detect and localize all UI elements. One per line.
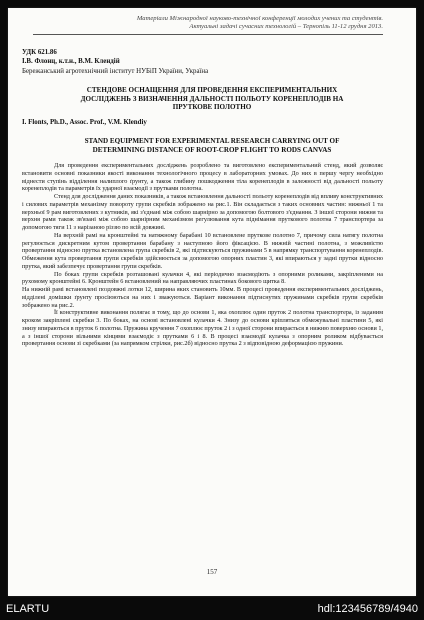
paragraph: Для проведення експериментальних досліджень розроблено та виготовлено експериментальний стенд, який дозволяє встановити основні показники якості виконання технологічного процесу в лабораторних умовах. До них в першу чергу необхідно віднести ступінь відділення налиплого ґрунту, а також глибину пошкодження тіла коренеплодів в залежності від дальності польоту коренеплодів та параметрів їх ударної взаємодії з прутками полотна. [22, 162, 383, 193]
title-ua-line: СТЕНДОВЕ ОСНАЩЕННЯ ДЛЯ ПРОВЕДЕННЯ ЕКСПЕРИМЕНТАЛЬНИХ [86, 86, 338, 94]
title-en-line: DETERMINING DISTANCE OF ROOT-CROP FLIGHT TO RODS CANVAS [92, 145, 332, 154]
header-line-2: Актуальні задачі сучасних технологій – Тернопіль 11-12 грудня 2013. [189, 23, 383, 31]
article-body [22, 162, 383, 348]
running-header [33, 15, 383, 32]
udc-code: УДК 621.86 [22, 49, 57, 56]
handle-id: hdl:123456789/4940 [317, 603, 418, 615]
paragraph: На верхній рамі на кронштейні та натяжному барабані 10 встановлене пруткове полотно 7, причому сила натягу полотна регулюється дискретним кутом провертання барабану з наступною його фіксацією. В нижній частині полотна, з можливістю провертання відносно прутка встановлена група скребків 2, які підтискуються пружинами 5 в напрямку транспортування коренеплодів. Обмеження кута провертання групи скребків здійснюється за допомогою опорних пластин 3, які впираються у задні прутки відносно прутка, який забезпечує провертання групи скребків. [22, 231, 383, 270]
paragraph: По боках групи скребків розташовані кулачки 4, які періодично взаємодіють з опорними роликами, закріпленими на рухомому кронштейні 6. Кронштейн 6 встановлений на направляючих пластинах бокового щитка 8. [22, 270, 383, 286]
repository-name: ELARTU [6, 603, 50, 615]
paragraph: Стенд для дослідження даних показників, а також встановлення дальності польоту коренеплодів від впливу конструктивних і силових параметрів механізму повороту групи скребків зображено на рис.1. Він складається з таких основних частин: нижньої 1 та верхньої 9 рам виготовлених з кутників, які з'єднані між собою шарнірно за допомогою болтового з'єднання. З іншої сторони нижня та верхня рами також зв'язані між собою шарнірним механізмом регулювання кута піднімання пруткового полотна 7 транспортера за допомогою тяги 11 з нарізаною різзю по всій довжині. [22, 193, 383, 231]
header-rule [33, 34, 383, 35]
document-page [8, 8, 416, 596]
title-ua-line: ПРУТКОВЕ ПОЛОТНО [172, 103, 252, 112]
affiliation: Бережанський агротехнічний інститут НУБіП України, Україна [22, 68, 209, 75]
authors-ua: І.В. Флонц, к.т.н., В.М. Клендій [22, 58, 120, 65]
paper-title-en [48, 137, 376, 154]
footer-bar [0, 598, 424, 620]
paragraph: Її конструктивне виконання полягає в тому, що до основи 1, яка охоплює один пруток 2 полотна транспортера, із заданим кроком закріплені скребки 3. По боках, на основі встановлені кулачки 4. Знизу до основи кріпляться обмежувальні пластини 5, які знизу впираються в пруток 6 полотна. Пружина кручення 7 охоплює пруток 2 і з одної сторони впирається в нижню поверхню основи 1, а з іншої сторони вільними кінцями взаємодіє з прутками 6 і 8. В процесі взаємодії кулачка з опорним роликом відбувається провертання основи зі скребками (за напрямком стрілки, рис.2б) відносно прутка 2 з відповідною деформацією пружини. [22, 309, 383, 348]
header-line-1: Матеріали Міжнародної науково-технічної конференції молодих учених та студентів. [136, 15, 383, 22]
title-en-line: STAND EQUIPMENT FOR EXPERIMENTAL RESEARCH CARRYING OUT OF [84, 137, 340, 145]
title-ua-line: ДОСЛІДЖЕНЬ З ВИЗНАЧЕННЯ ДАЛЬНОСТІ ПОЛЬОТУ КОРЕНЕПЛОДІВ НА [80, 94, 344, 103]
paragraph: На нижній рамі встановлені поздовжні лотки 12, ширина яких становить 10мм. В процесі проведення експериментальних досліджень, відділені домішки ґрунту просіюються на них і зважуються. Варіант виконання підтиснутих пружинами скребків групи скребків зображено на рис.2. [22, 286, 383, 309]
page-number: 157 [206, 568, 218, 576]
authors-en: I. Flonts, Ph.D., Assoc. Prof., V.M. Klendiy [22, 119, 147, 126]
paper-title-ua [48, 86, 376, 112]
